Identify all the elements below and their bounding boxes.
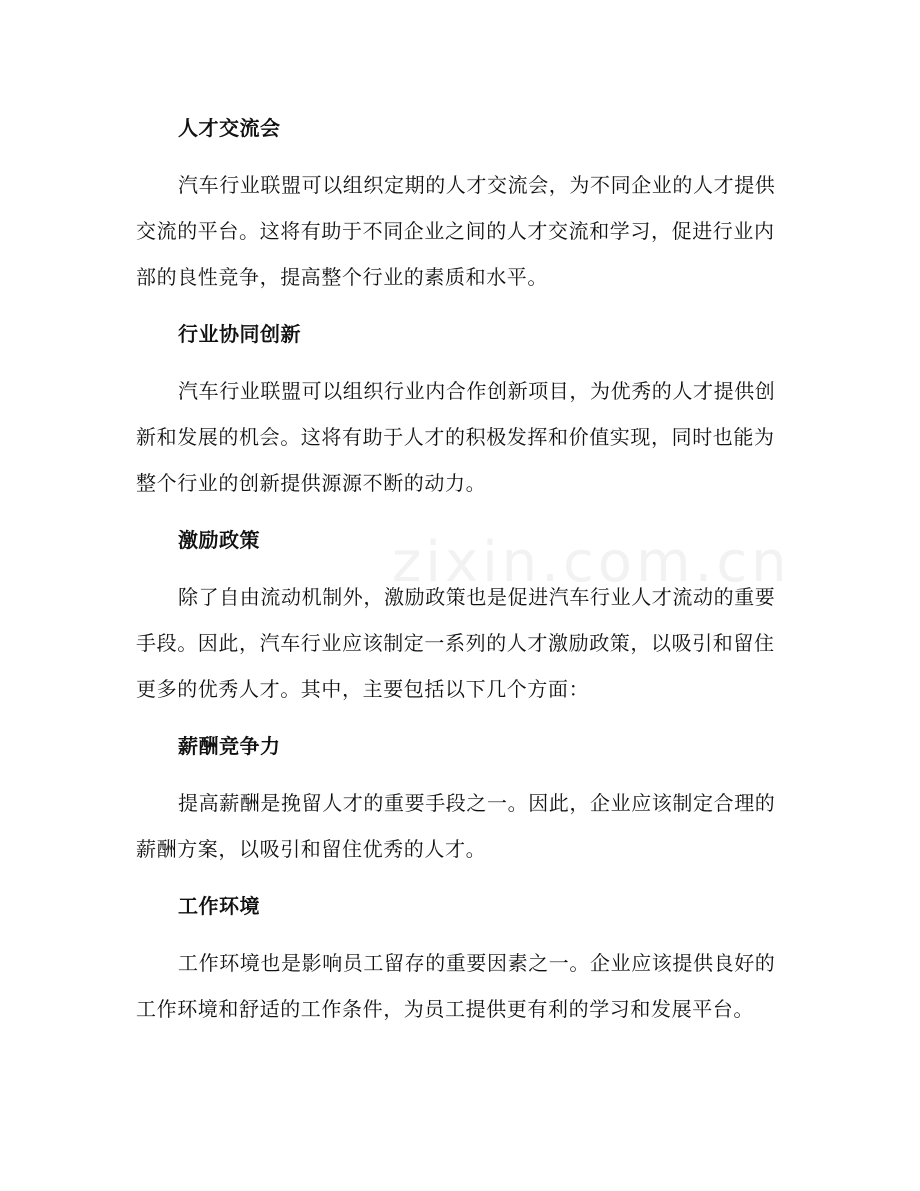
- paragraph-work-environment: 工作环境也是影响员工留存的重要因素之一。企业应该提供良好的工作环境和舒适的工作条件，为员工提供更有利的学习和发展平台。: [136, 951, 776, 1021]
- section-heading-salary-competitiveness: 薪酬竞争力: [178, 734, 281, 758]
- section-heading-industry-innovation: 行业协同创新: [178, 322, 301, 346]
- section-heading-work-environment: 工作环境: [178, 894, 260, 918]
- section-heading-incentive-policy: 激励政策: [178, 528, 260, 552]
- document-body: [136, 108, 776, 1046]
- watermark: zixin.com.cn: [392, 530, 791, 595]
- paragraph-talent-exchange: 汽车行业联盟可以组织定期的人才交流会，为不同企业的人才提供交流的平台。这将有助于不同企业之间的人才交流和学习，促进行业内部的良性竞争，提高整个行业的素质和水平。: [136, 173, 776, 289]
- paragraph-industry-innovation: 汽车行业联盟可以组织行业内合作创新项目，为优秀的人才提供创新和发展的机会。这将有助于人才的积极发挥和价值实现，同时也能为整个行业的创新提供源源不断的动力。: [136, 379, 776, 495]
- section-heading-talent-exchange: 人才交流会: [178, 116, 281, 140]
- paragraph-salary-competitiveness: 提高薪酬是挽留人才的重要手段之一。因此，企业应该制定合理的薪酬方案，以吸引和留住优秀的人才。: [136, 791, 776, 861]
- paragraph-incentive-policy: 除了自由流动机制外，激励政策也是促进汽车行业人才流动的重要手段。因此，汽车行业应该制定一系列的人才激励政策，以吸引和留住更多的优秀人才。其中，主要包括以下几个方面：: [136, 585, 776, 701]
